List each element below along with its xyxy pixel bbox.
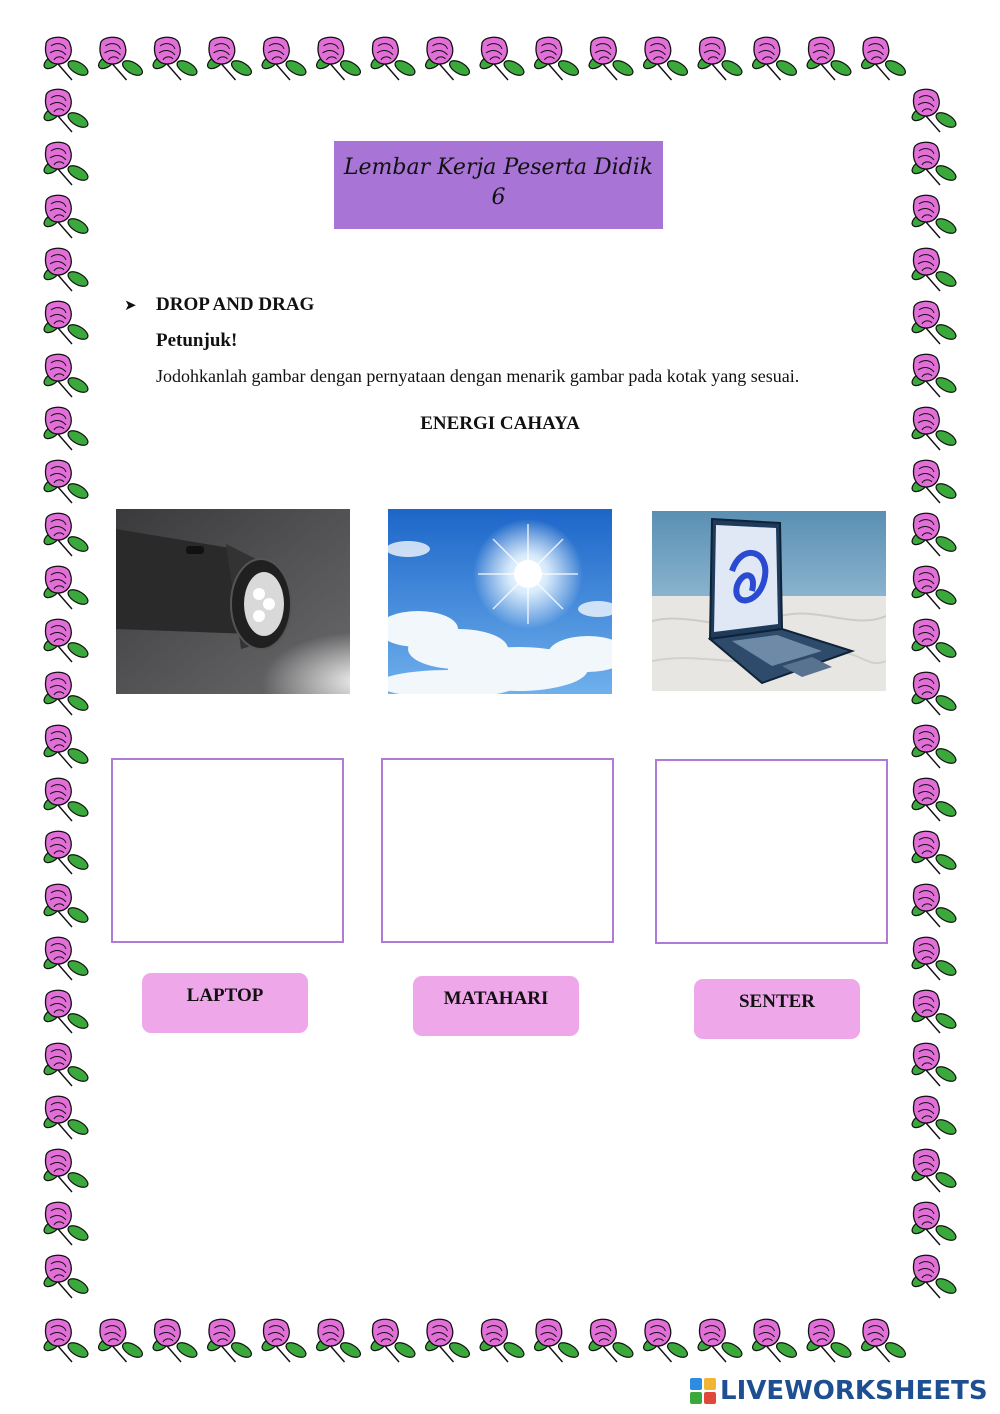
liveworksheets-mark-icon (690, 1378, 716, 1404)
flower-decoration-icon (910, 513, 959, 556)
instruction-text: Jodohkanlah gambar dengan pernyataan dengan menarik gambar pada kotak yang sesuai. (156, 366, 800, 386)
laptop-image[interactable] (652, 511, 886, 691)
flower-decoration-icon (42, 1149, 91, 1192)
drag-label-senter[interactable]: SENTER (694, 979, 860, 1039)
flower-decoration-icon (910, 725, 959, 768)
hint-title: Petunjuk! (156, 330, 238, 351)
flower-decoration-icon (910, 884, 959, 927)
worksheet-title-box (334, 141, 663, 229)
flower-decoration-icon (151, 37, 200, 80)
arrow-bullet-icon: ➤ (124, 298, 137, 314)
flower-decoration-icon (696, 37, 745, 80)
flower-decoration-icon (910, 460, 959, 503)
flower-decoration-icon (96, 1319, 145, 1362)
flower-decoration-icon (96, 37, 145, 80)
flower-decoration-icon (42, 195, 91, 238)
flower-decoration-icon (260, 37, 309, 80)
flower-decoration-icon (42, 301, 91, 344)
flower-decoration-icon (750, 37, 799, 80)
flower-decoration-icon (314, 37, 363, 80)
flower-decoration-icon (805, 1319, 854, 1362)
flower-decoration-icon (423, 1319, 472, 1362)
flower-decoration-icon (910, 778, 959, 821)
flower-decoration-icon (910, 990, 959, 1033)
flower-decoration-icon (910, 1255, 959, 1298)
flower-decoration-icon (641, 1319, 690, 1362)
section-heading-text: DROP AND DRAG (156, 294, 315, 315)
drag-label-matahari[interactable]: MATAHARI (413, 976, 579, 1036)
flower-decoration-icon (42, 778, 91, 821)
liveworksheets-logo (690, 1375, 988, 1407)
flower-decoration-icon (42, 566, 91, 609)
flower-decoration-icon (42, 831, 91, 874)
flower-decoration-icon (910, 1149, 959, 1192)
flower-decoration-icon (910, 937, 959, 980)
drop-box-2[interactable] (381, 758, 614, 943)
flower-decoration-icon (205, 37, 254, 80)
flower-decoration-icon (42, 1319, 91, 1362)
flower-decoration-icon (750, 1319, 799, 1362)
flower-decoration-icon (532, 1319, 581, 1362)
flower-decoration-icon (478, 1319, 527, 1362)
liveworksheets-text: LIVEWORKSHEETS (720, 1376, 988, 1406)
flower-decoration-icon (42, 89, 91, 132)
flower-decoration-icon (910, 1096, 959, 1139)
flower-decoration-icon (910, 248, 959, 291)
worksheet-number: 6 (491, 185, 506, 210)
drop-box-3[interactable] (655, 759, 888, 944)
drag-label-laptop[interactable]: LAPTOP (142, 973, 308, 1033)
sun-sky-image[interactable] (388, 509, 612, 694)
flower-decoration-icon (423, 37, 472, 80)
flower-decoration-icon (910, 619, 959, 662)
flower-decoration-icon (587, 1319, 636, 1362)
flower-decoration-icon (42, 990, 91, 1033)
flower-decoration-icon (910, 1202, 959, 1245)
flower-decoration-icon (42, 460, 91, 503)
flower-decoration-icon (205, 1319, 254, 1362)
flower-decoration-icon (42, 37, 91, 80)
flower-decoration-icon (42, 142, 91, 185)
flower-decoration-icon (42, 672, 91, 715)
flower-decoration-icon (910, 89, 959, 132)
flower-decoration-icon (42, 513, 91, 556)
flower-decoration-icon (859, 37, 908, 80)
flower-decoration-icon (42, 248, 91, 291)
flower-decoration-icon (910, 831, 959, 874)
flower-decoration-icon (42, 619, 91, 662)
flower-decoration-icon (42, 884, 91, 927)
flower-decoration-icon (42, 725, 91, 768)
flower-decoration-icon (42, 1255, 91, 1298)
flower-decoration-icon (42, 354, 91, 397)
flashlight-image[interactable] (116, 509, 350, 694)
flower-decoration-icon (587, 37, 636, 80)
flower-decoration-icon (910, 354, 959, 397)
flower-decoration-icon (696, 1319, 745, 1362)
flower-decoration-icon (910, 301, 959, 344)
flower-decoration-icon (910, 1043, 959, 1086)
flower-decoration-icon (151, 1319, 200, 1362)
flower-decoration-icon (910, 142, 959, 185)
flower-decoration-icon (532, 37, 581, 80)
flower-decoration-icon (910, 566, 959, 609)
flower-decoration-icon (42, 1043, 91, 1086)
flower-decoration-icon (260, 1319, 309, 1362)
flower-decoration-icon (42, 1202, 91, 1245)
flower-decoration-icon (910, 195, 959, 238)
flower-decoration-icon (859, 1319, 908, 1362)
drop-box-1[interactable] (111, 758, 344, 943)
flower-decoration-icon (478, 37, 527, 80)
flower-decoration-icon (314, 1319, 363, 1362)
flower-decoration-icon (805, 37, 854, 80)
flower-decoration-icon (42, 1096, 91, 1139)
flower-decoration-icon (369, 1319, 418, 1362)
section-heading (124, 294, 314, 316)
topic-heading: ENERGI CAHAYA (420, 413, 580, 434)
flower-decoration-icon (641, 37, 690, 80)
worksheet-title: Lembar Kerja Peserta Didik (343, 155, 654, 180)
flower-decoration-icon (369, 37, 418, 80)
flower-decoration-icon (910, 672, 959, 715)
flower-decoration-icon (42, 937, 91, 980)
